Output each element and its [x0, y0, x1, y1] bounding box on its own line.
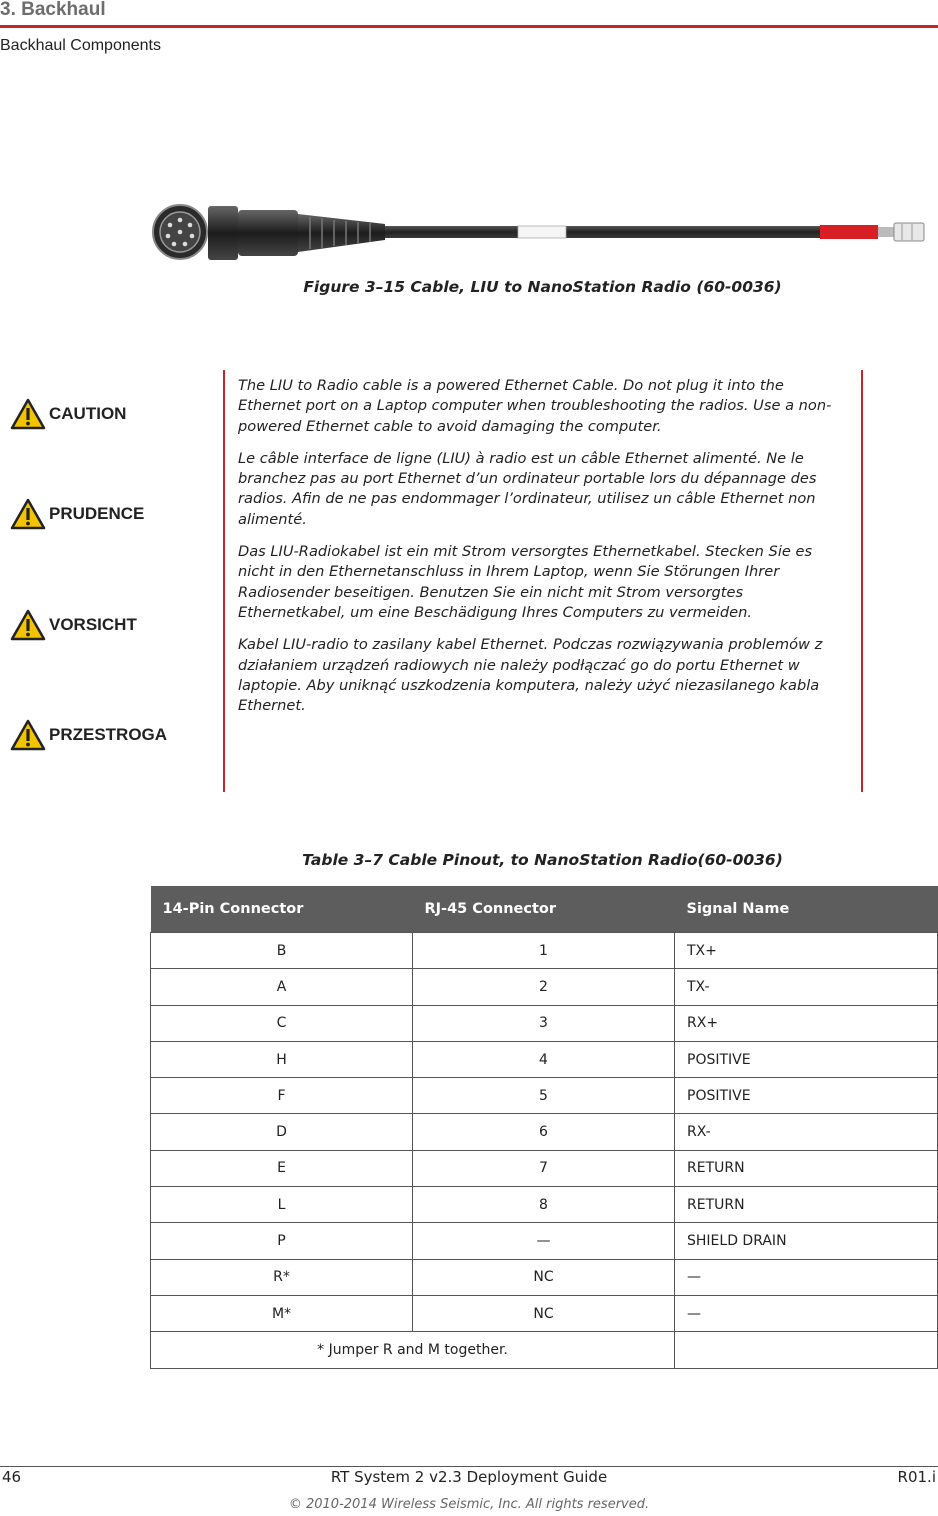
caution-text [238, 376, 850, 728]
table-cell: NC [413, 1259, 675, 1295]
pinout-table [150, 886, 938, 1369]
caution-text-pl: Kabel LIU-radio to zasilany kabel Ethernet. Podczas rozwiązywania problemów z działaniem urządzeń radiowych nie należy podłączać go do portu Ethernet w laptopie. Aby uniknąć uszkodzenia komputera, należy użyć niezasilanego kabla Ethernet. [238, 636, 823, 715]
table-row [151, 1259, 938, 1295]
table-footnote-row [151, 1332, 938, 1368]
table-cell: POSITIVE [675, 1078, 938, 1114]
column-header: RJ-45 Connector [413, 886, 675, 933]
table-cell: SHIELD DRAIN [675, 1223, 938, 1259]
table-cell: — [675, 1259, 938, 1295]
table-row [151, 1041, 938, 1077]
table-header-row [151, 886, 938, 933]
warning-triangle-icon [10, 398, 46, 430]
table-cell: NC [413, 1295, 675, 1331]
table-cell: POSITIVE [675, 1041, 938, 1077]
table-cell: 2 [413, 969, 675, 1005]
document-title: RT System 2 v2.3 Deployment Guide [330, 1468, 608, 1486]
table-cell: B [151, 933, 413, 969]
table-cell-empty [675, 1332, 938, 1368]
caution-right-rule [861, 370, 863, 792]
figure-caption: Figure 3–15 Cable, LIU to NanoStation Radio (60-0036) [303, 278, 782, 296]
table-row [151, 1223, 938, 1259]
prudence-label: PRUDENCE [10, 498, 144, 530]
table-row [151, 933, 938, 969]
warning-triangle-icon [10, 498, 46, 530]
caution-left-rule [223, 370, 225, 792]
table-cell: TX- [675, 969, 938, 1005]
table-cell: RX- [675, 1114, 938, 1150]
table-row [151, 1187, 938, 1223]
table-cell: L [151, 1187, 413, 1223]
column-header: 14-Pin Connector [151, 886, 413, 933]
table-cell: 8 [413, 1187, 675, 1223]
table-cell: TX+ [675, 933, 938, 969]
table-cell: H [151, 1041, 413, 1077]
chapter-title: 3. Backhaul [0, 0, 106, 20]
table-row [151, 1114, 938, 1150]
page-number: 46 [2, 1468, 22, 1486]
table-cell: R* [151, 1259, 413, 1295]
table-row [151, 1005, 938, 1041]
table-cell: D [151, 1114, 413, 1150]
przestroga-label: PRZESTROGA [10, 719, 167, 751]
table-footnote: * Jumper R and M together. [151, 1332, 675, 1368]
table-cell: 1 [413, 933, 675, 969]
table-row [151, 1150, 938, 1186]
header-rule [0, 25, 938, 28]
table-cell: — [413, 1223, 675, 1259]
column-header: Signal Name [675, 886, 938, 933]
table-cell: A [151, 969, 413, 1005]
table-cell: 5 [413, 1078, 675, 1114]
table-cell: M* [151, 1295, 413, 1331]
table-caption: Table 3–7 Cable Pinout, to NanoStation Radio(60-0036) [302, 851, 783, 869]
table-cell: — [675, 1295, 938, 1331]
section-title: Backhaul Components [0, 37, 161, 54]
caution-block [0, 370, 938, 792]
warning-triangle-icon [10, 719, 46, 751]
table-row [151, 1078, 938, 1114]
caution-label: CAUTION [10, 398, 126, 430]
caution-text-de: Das LIU-Radiokabel ist ein mit Strom versorgtes Ethernetkabel. Stecken Sie es nicht in den Ethernetanschluss in Ihrem Laptop, wenn Sie Störungen Ihrer Radiosender beseitigen. Benutzen Sie ein nicht mit Strom versorgtes Ethernetkabel, um eine Beschädigung Ihres Computers zu vermeiden. [238, 543, 813, 621]
cable-image [150, 196, 930, 266]
table-cell: F [151, 1078, 413, 1114]
table-cell: 6 [413, 1114, 675, 1150]
caution-text-en: The LIU to Radio cable is a powered Ethernet Cable. Do not plug it into the Ethernet port on a Laptop computer when troubleshooting the radios. Use a non-powered Ethernet cable to avoid damaging the computer. [238, 377, 832, 435]
vorsicht-label: VORSICHT [10, 609, 137, 641]
footer-rule [0, 1466, 938, 1467]
table-row [151, 1295, 938, 1331]
copyright: © 2010-2014 Wireless Seismic, Inc. All rights reserved. [288, 1497, 650, 1512]
table-cell: RETURN [675, 1187, 938, 1223]
table-cell: E [151, 1150, 413, 1186]
table-cell: C [151, 1005, 413, 1041]
table-cell: 4 [413, 1041, 675, 1077]
table-cell: 7 [413, 1150, 675, 1186]
table-cell: 3 [413, 1005, 675, 1041]
table-cell: P [151, 1223, 413, 1259]
warning-triangle-icon [10, 609, 46, 641]
table-cell: RX+ [675, 1005, 938, 1041]
revision: R01.i [897, 1468, 936, 1486]
table-cell: RETURN [675, 1150, 938, 1186]
caution-text-fr: Le câble interface de ligne (LIU) à radio est un câble Ethernet alimenté. Ne le branchez pas au port Ethernet d’un ordinateur portable lors du dépannage des radios. Afin de ne pas endommager l’ordinateur, utilisez un câble Ethernet non alimenté. [238, 449, 817, 528]
table-row [151, 969, 938, 1005]
